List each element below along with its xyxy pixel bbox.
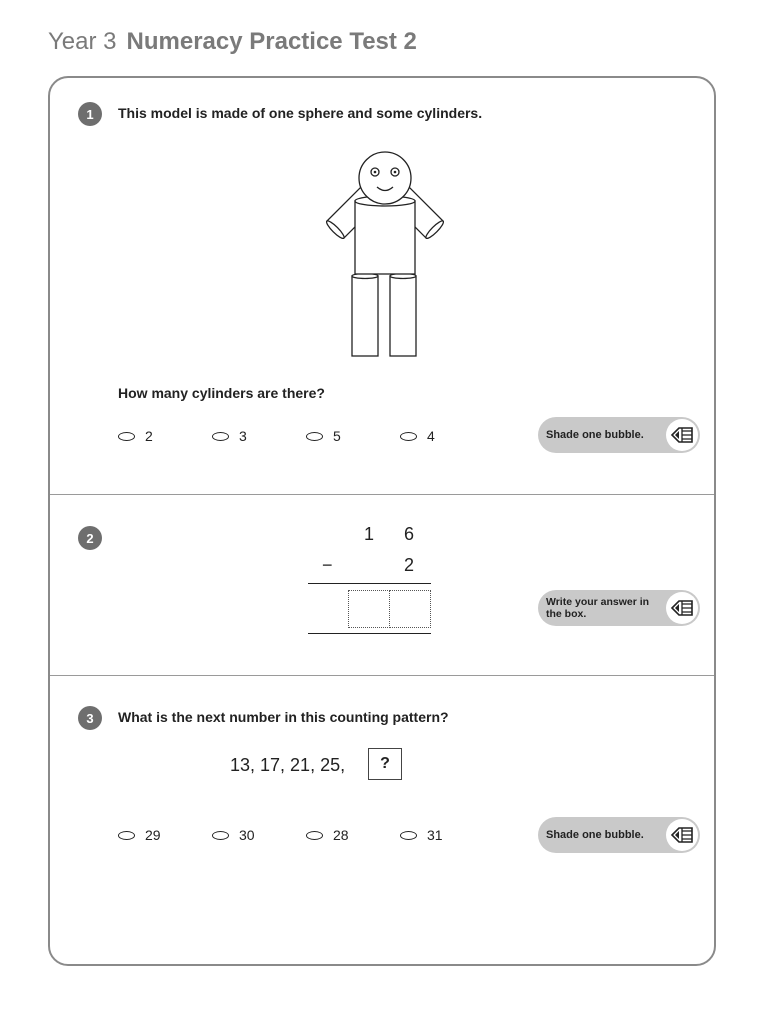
- question-3-text: What is the next number in this counting pattern?: [118, 709, 449, 725]
- q1-option-3[interactable]: [306, 428, 341, 444]
- question-2-number: 2: [78, 526, 102, 550]
- q3-option-2[interactable]: [212, 827, 255, 843]
- head-sphere: [359, 152, 411, 204]
- answer-bubble[interactable]: [212, 432, 229, 441]
- option-label: 29: [145, 827, 161, 843]
- question-3-number: 3: [78, 706, 102, 730]
- leg-cylinder-right: [390, 276, 416, 356]
- question-1-text: This model is made of one sphere and some cylinders.: [118, 105, 483, 121]
- answer-bubble[interactable]: [212, 831, 229, 840]
- q1-option-1[interactable]: [118, 428, 153, 444]
- q1-option-4[interactable]: [400, 428, 435, 444]
- option-label: 4: [427, 428, 435, 444]
- page-title: [48, 28, 417, 56]
- pencil-icon: [666, 819, 698, 851]
- pencil-icon: [666, 592, 698, 624]
- option-label: 31: [427, 827, 443, 843]
- answer-bubble[interactable]: [400, 432, 417, 441]
- answer-bubble[interactable]: [118, 432, 135, 441]
- question-1-prompt: How many cylinders are there?: [118, 385, 325, 401]
- leg-cylinder-left: [352, 276, 378, 356]
- ones-digit: 6: [404, 524, 415, 544]
- answer-box-ones[interactable]: [389, 590, 431, 628]
- option-label: 2: [145, 428, 153, 444]
- answer-bubble[interactable]: [306, 831, 323, 840]
- subtraction-rule-top: [308, 583, 431, 584]
- answer-bubble[interactable]: [400, 831, 417, 840]
- tens-digit: 1: [364, 524, 375, 544]
- q3-option-1[interactable]: [118, 827, 161, 843]
- minus-sign: −: [322, 555, 333, 575]
- question-card: [48, 76, 716, 966]
- unknown-number-box: ?: [368, 748, 402, 780]
- instruction-text: Shade one bubble.: [546, 429, 644, 441]
- answer-bubble[interactable]: [118, 831, 135, 840]
- section-divider: [50, 494, 714, 495]
- section-divider: [50, 675, 714, 676]
- q3-option-3[interactable]: [306, 827, 349, 843]
- counting-pattern: 13, 17, 21, 25,: [230, 755, 346, 775]
- option-label: 28: [333, 827, 349, 843]
- q1-option-2[interactable]: [212, 428, 247, 444]
- answer-box-tens[interactable]: [348, 590, 390, 628]
- option-label: 5: [333, 428, 341, 444]
- body-cylinder: [355, 201, 415, 274]
- test-title: Numeracy Practice Test 2: [126, 28, 417, 55]
- instruction-text: Write your answer in the box.: [546, 596, 650, 620]
- q2-instruction-badge: [538, 590, 700, 626]
- option-label: 30: [239, 827, 255, 843]
- q1-instruction-badge: [538, 417, 700, 453]
- subtraction-rule-bottom: [308, 633, 431, 634]
- q3-instruction-badge: [538, 817, 700, 853]
- robot-model-figure: [297, 148, 473, 360]
- subtrahend-digit: 2: [404, 555, 415, 575]
- instruction-text: Shade one bubble.: [546, 829, 644, 841]
- year-label: Year 3: [48, 28, 117, 55]
- pencil-icon: [666, 419, 698, 451]
- question-1-number: 1: [78, 102, 102, 126]
- q3-option-4[interactable]: [400, 827, 443, 843]
- answer-bubble[interactable]: [306, 432, 323, 441]
- option-label: 3: [239, 428, 247, 444]
